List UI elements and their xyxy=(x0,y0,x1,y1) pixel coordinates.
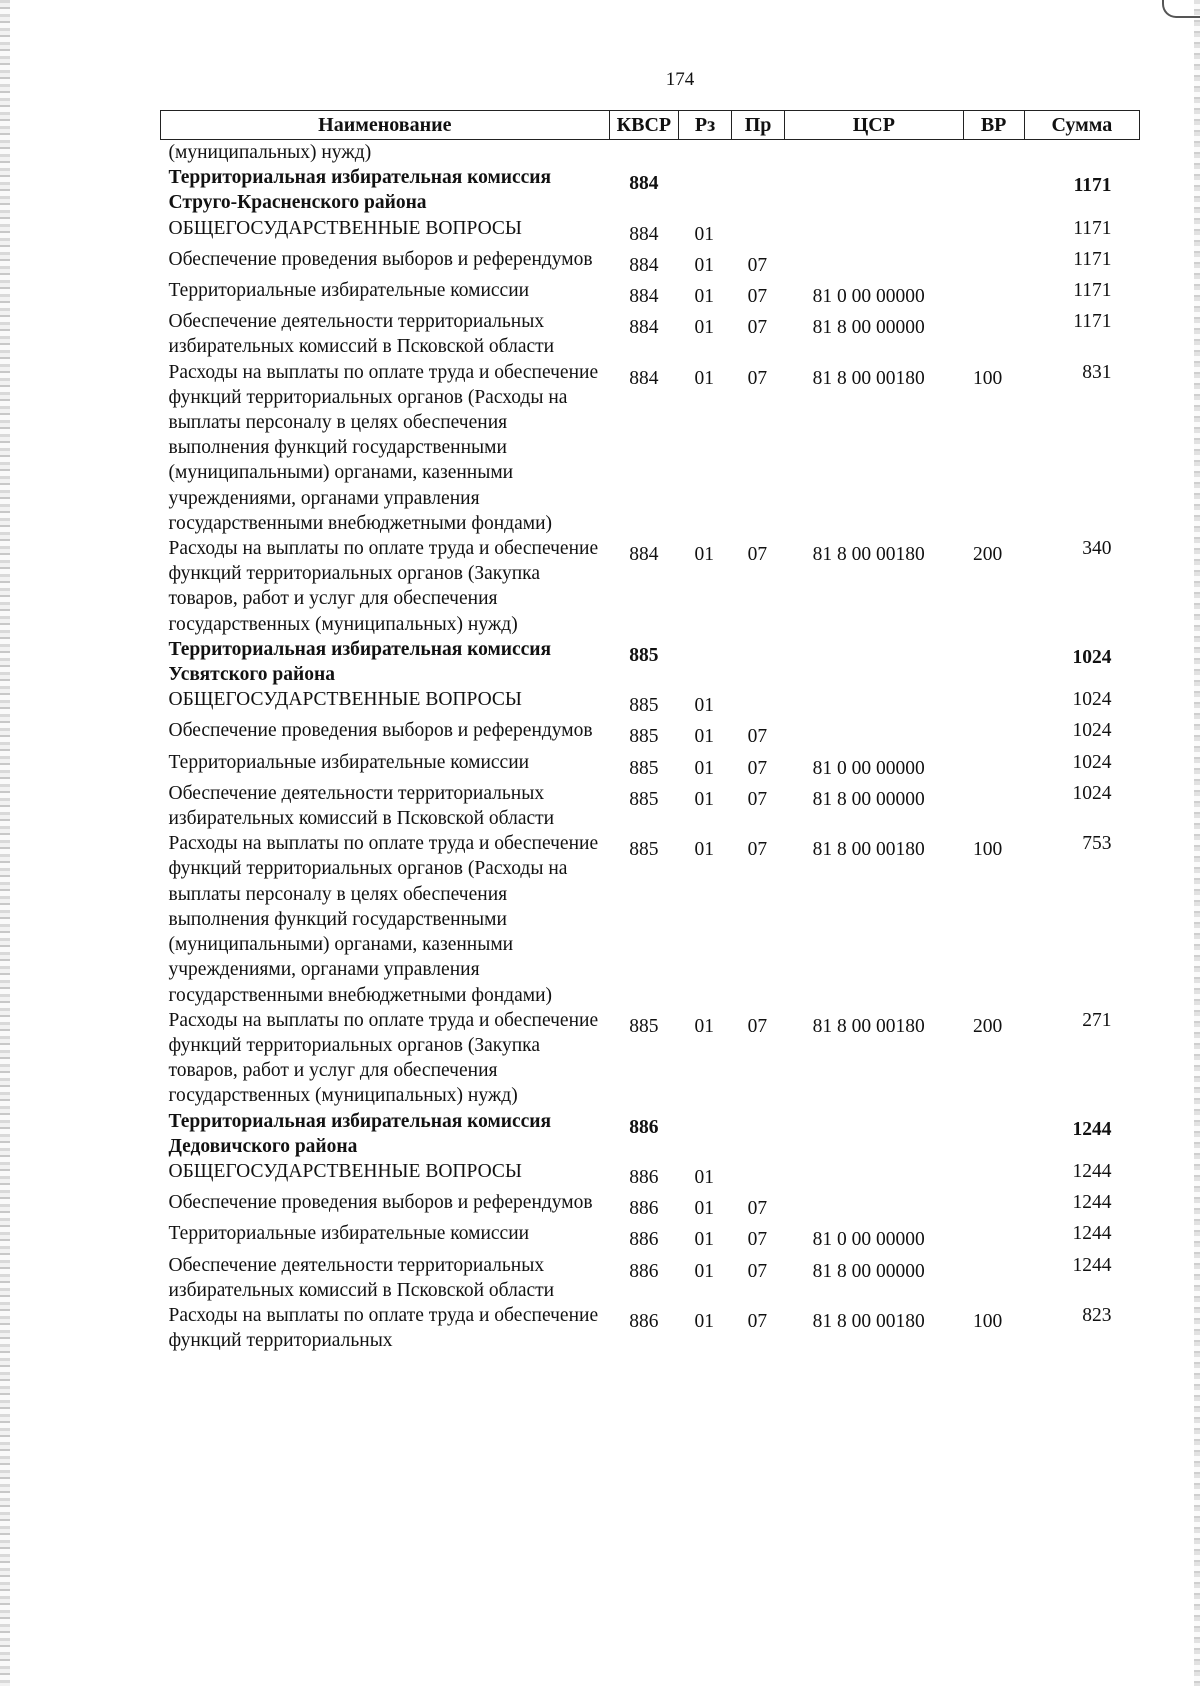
row-pr: 07 xyxy=(747,726,768,748)
row-name: Территориальная избирательная комиссия Струго-Красненского района xyxy=(168,167,552,214)
row-csr xyxy=(785,165,963,215)
row-pr: 07 xyxy=(747,788,768,810)
row-vr: 100 xyxy=(973,1310,1003,1332)
row-kvsr: 885 xyxy=(629,839,659,861)
row-csr: 81 8 00 00000 xyxy=(812,788,925,810)
row-vr xyxy=(963,309,1024,359)
row-name: Обеспечение проведения выборов и референдумов xyxy=(168,248,593,270)
row-name: Расходы на выплаты по оплате труда и обеспечение функций территориальных xyxy=(168,1304,599,1352)
row-rz: 01 xyxy=(694,223,715,245)
row-vr xyxy=(963,1190,1024,1221)
row-rz xyxy=(679,140,732,166)
row-csr: 81 8 00 00180 xyxy=(812,839,925,861)
table-row xyxy=(161,278,1140,309)
row-sum: 1171 xyxy=(1073,217,1112,239)
row-pr: 07 xyxy=(747,839,768,861)
row-vr: 200 xyxy=(973,1015,1003,1037)
row-vr xyxy=(963,1109,1024,1159)
row-rz: 01 xyxy=(694,317,715,339)
page-corner-mark xyxy=(1162,0,1200,18)
row-sum: 1024 xyxy=(1072,646,1112,668)
row-kvsr: 885 xyxy=(629,726,659,748)
table-row xyxy=(161,1190,1140,1221)
row-name: Обеспечение деятельности территориальных избирательных комиссий в Псковской области xyxy=(168,311,555,358)
row-name: Расходы на выплаты по оплате труда и обеспечение функций территориальных органов (Расходы на выплаты персоналу в целях обеспечения выполнения функций государственными (муниципальными) органами, казенными учреждениями, органами управления государственными внебюджетными фондами) xyxy=(168,833,599,1006)
row-sum: 1244 xyxy=(1072,1118,1112,1140)
row-name: Обеспечение деятельности территориальных избирательных комиссий в Псковской области xyxy=(168,1254,555,1301)
row-sum: 1244 xyxy=(1072,1254,1112,1276)
table-row xyxy=(161,750,1140,781)
row-sum: 1024 xyxy=(1072,782,1112,804)
row-csr xyxy=(785,247,963,278)
budget-table xyxy=(160,110,1140,1353)
row-name: Территориальные избирательные комиссии xyxy=(168,280,530,302)
row-kvsr: 886 xyxy=(629,1310,659,1332)
row-rz: 01 xyxy=(694,254,715,276)
table-row xyxy=(161,216,1140,247)
row-name: Обеспечение проведения выборов и референдумов xyxy=(168,1192,593,1214)
table-row xyxy=(161,1008,1140,1109)
row-pr xyxy=(732,165,785,215)
row-name: Территориальные избирательные комиссии xyxy=(168,1223,530,1245)
table-row xyxy=(161,781,1140,831)
row-vr xyxy=(963,637,1024,687)
row-rz: 01 xyxy=(694,839,715,861)
row-sum: 753 xyxy=(1082,833,1112,855)
row-csr: 81 8 00 00180 xyxy=(812,1015,925,1037)
row-pr: 07 xyxy=(747,544,768,566)
row-rz: 01 xyxy=(694,757,715,779)
row-name: Расходы на выплаты по оплате труда и обеспечение функций территориальных органов (Расходы на выплаты персоналу в целях обеспечения выполнения функций государственными (муниципальными) органами, казенными учреждениями, органами управления государственными внебюджетными фондами) xyxy=(168,361,599,534)
row-rz: 01 xyxy=(694,726,715,748)
page-number: 174 xyxy=(665,69,695,90)
row-vr xyxy=(963,216,1024,247)
table-body xyxy=(161,140,1140,1354)
row-vr: 100 xyxy=(973,839,1003,861)
row-pr: 07 xyxy=(747,286,768,308)
table-row xyxy=(161,536,1140,637)
row-csr xyxy=(785,687,963,718)
row-csr: 81 8 00 00180 xyxy=(812,1310,925,1332)
section-row xyxy=(161,1109,1140,1159)
row-rz: 01 xyxy=(694,1015,715,1037)
row-vr xyxy=(963,718,1024,749)
row-csr xyxy=(785,216,963,247)
row-sum: 1171 xyxy=(1073,175,1112,197)
row-pr xyxy=(732,637,785,687)
header-rz: Рз xyxy=(679,111,732,140)
row-pr: 07 xyxy=(747,317,768,339)
table-row xyxy=(161,1159,1140,1190)
row-csr xyxy=(785,1109,963,1159)
row-name: (муниципальных) нужд) xyxy=(168,142,372,163)
row-csr: 81 0 00 00000 xyxy=(812,1229,925,1251)
row-vr xyxy=(963,1253,1024,1303)
row-sum: 1024 xyxy=(1072,689,1112,711)
row-name: ОБЩЕГОСУДАРСТВЕННЫЕ ВОПРОСЫ xyxy=(168,1160,522,1182)
header-csr: ЦСР xyxy=(785,111,963,140)
row-kvsr: 884 xyxy=(629,544,659,566)
row-pr: 07 xyxy=(747,1198,768,1220)
table-row xyxy=(161,1221,1140,1252)
section-row xyxy=(161,637,1140,687)
row-rz: 01 xyxy=(694,1260,715,1282)
row-kvsr: 885 xyxy=(629,788,659,810)
row-rz: 01 xyxy=(694,367,715,389)
row-csr: 81 0 00 00000 xyxy=(812,757,925,779)
row-pr xyxy=(732,216,785,247)
row-vr xyxy=(963,1221,1024,1252)
row-vr xyxy=(963,750,1024,781)
table-row xyxy=(161,687,1140,718)
row-name: Территориальные избирательные комиссии xyxy=(168,751,530,773)
row-rz: 01 xyxy=(694,286,715,308)
table-row xyxy=(161,309,1140,359)
row-pr: 07 xyxy=(747,254,768,276)
row-vr xyxy=(963,781,1024,831)
table-row xyxy=(161,831,1140,1007)
row-kvsr: 886 xyxy=(629,1198,659,1220)
row-pr xyxy=(732,687,785,718)
row-kvsr: 884 xyxy=(629,173,659,195)
row-kvsr: 886 xyxy=(629,1116,659,1138)
row-kvsr: 884 xyxy=(629,317,659,339)
row-csr xyxy=(785,1190,963,1221)
row-kvsr xyxy=(609,140,678,166)
row-pr: 07 xyxy=(747,1015,768,1037)
row-csr: 81 8 00 00180 xyxy=(812,367,925,389)
row-name: ОБЩЕГОСУДАРСТВЕННЫЕ ВОПРОСЫ xyxy=(168,217,522,239)
row-name: Расходы на выплаты по оплате труда и обеспечение функций территориальных органов (Закупка товаров, работ и услуг для обеспечения государственных (муниципальных) нужд) xyxy=(168,1009,599,1107)
row-kvsr: 885 xyxy=(629,695,659,717)
row-csr: 81 8 00 00180 xyxy=(812,544,925,566)
row-sum: 1171 xyxy=(1073,280,1112,302)
row-rz: 01 xyxy=(694,1198,715,1220)
table-row xyxy=(161,247,1140,278)
row-csr xyxy=(785,718,963,749)
row-kvsr: 885 xyxy=(629,1015,659,1037)
row-sum: 1171 xyxy=(1073,248,1112,270)
section-row xyxy=(161,165,1140,215)
row-sum: 1244 xyxy=(1072,1223,1112,1245)
header-vr: ВР xyxy=(963,111,1024,140)
row-vr: 100 xyxy=(973,367,1003,389)
row-sum: 1171 xyxy=(1073,311,1112,333)
table-header-row xyxy=(161,111,1140,140)
header-name: Наименование xyxy=(161,111,610,140)
table-row xyxy=(161,718,1140,749)
scan-edge-right xyxy=(1194,0,1200,1686)
row-csr xyxy=(785,140,963,166)
row-csr xyxy=(785,637,963,687)
row-rz: 01 xyxy=(694,695,715,717)
row-pr: 07 xyxy=(747,1260,768,1282)
row-kvsr: 884 xyxy=(629,254,659,276)
row-pr: 07 xyxy=(747,367,768,389)
row-csr xyxy=(785,1159,963,1190)
row-pr: 07 xyxy=(747,1229,768,1251)
row-vr xyxy=(963,247,1024,278)
row-rz xyxy=(679,165,732,215)
row-vr: 200 xyxy=(973,544,1003,566)
header-sum: Сумма xyxy=(1024,111,1139,140)
row-sum: 1024 xyxy=(1072,751,1112,773)
row-rz: 01 xyxy=(694,788,715,810)
row-name: Обеспечение деятельности территориальных избирательных комиссий в Псковской области xyxy=(168,782,555,830)
row-rz xyxy=(679,637,732,687)
row-sum: 1024 xyxy=(1072,720,1112,742)
row-pr xyxy=(732,140,785,166)
row-vr xyxy=(963,140,1024,166)
row-sum: 1244 xyxy=(1072,1192,1112,1214)
row-vr xyxy=(963,165,1024,215)
row-kvsr: 885 xyxy=(629,644,659,666)
row-rz xyxy=(679,1109,732,1159)
row-sum: 271 xyxy=(1082,1009,1112,1031)
row-csr: 81 8 00 00000 xyxy=(812,317,925,339)
row-rz: 01 xyxy=(694,1166,715,1188)
row-name: Обеспечение проведения выборов и референдумов xyxy=(168,720,593,742)
row-kvsr: 884 xyxy=(629,223,659,245)
row-sum xyxy=(1024,140,1139,166)
row-pr xyxy=(732,1109,785,1159)
row-kvsr: 884 xyxy=(629,367,659,389)
row-vr xyxy=(963,1159,1024,1190)
row-csr: 81 8 00 00000 xyxy=(812,1260,925,1282)
row-sum: 831 xyxy=(1082,361,1112,383)
row-rz: 01 xyxy=(694,1310,715,1332)
row-kvsr: 885 xyxy=(629,757,659,779)
row-pr xyxy=(732,1159,785,1190)
table-row xyxy=(161,1303,1140,1353)
row-rz: 01 xyxy=(694,544,715,566)
table-row xyxy=(161,140,1140,166)
row-vr xyxy=(963,687,1024,718)
row-pr: 07 xyxy=(747,757,768,779)
row-kvsr: 886 xyxy=(629,1229,659,1251)
table-row xyxy=(161,360,1140,536)
row-name: Территориальная избирательная комиссия Дедовичского района xyxy=(168,1110,552,1157)
row-kvsr: 884 xyxy=(629,286,659,308)
row-name: Расходы на выплаты по оплате труда и обеспечение функций территориальных органов (Закупка товаров, работ и услуг для обеспечения государственных (муниципальных) нужд) xyxy=(168,538,599,635)
row-sum: 823 xyxy=(1082,1304,1112,1326)
row-name: Территориальная избирательная комиссия Усвятского района xyxy=(168,638,552,686)
header-kvsr: КВСР xyxy=(609,111,678,140)
row-csr: 81 0 00 00000 xyxy=(812,286,925,308)
table-row xyxy=(161,1253,1140,1303)
row-sum: 340 xyxy=(1082,538,1112,560)
row-pr: 07 xyxy=(747,1310,768,1332)
row-vr xyxy=(963,278,1024,309)
scan-edge-left xyxy=(0,0,10,1686)
row-sum: 1244 xyxy=(1072,1160,1112,1182)
row-rz: 01 xyxy=(694,1229,715,1251)
header-pr: Пр xyxy=(732,111,785,140)
row-kvsr: 886 xyxy=(629,1260,659,1282)
row-name: ОБЩЕГОСУДАРСТВЕННЫЕ ВОПРОСЫ xyxy=(168,689,522,711)
row-kvsr: 886 xyxy=(629,1166,659,1188)
